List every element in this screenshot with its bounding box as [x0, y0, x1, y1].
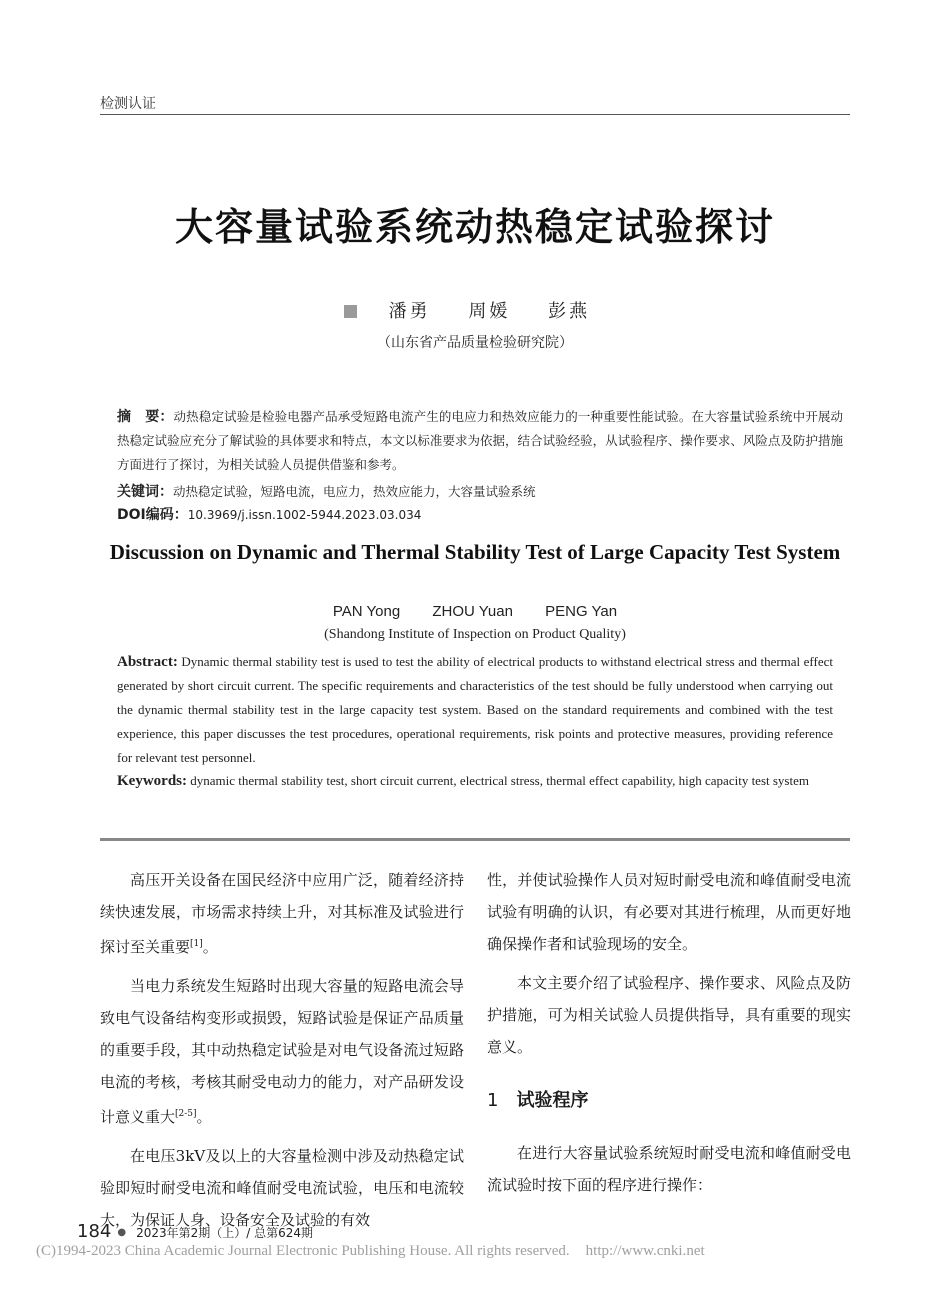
abstract-en-label: Abstract: [117, 654, 178, 670]
abstract-cn-label: 摘 要： [117, 409, 174, 425]
author-en-1: PAN Yong [332, 603, 401, 620]
affiliation-en: (Shandong Institute of Inspection on Product Quality) [324, 627, 626, 642]
issue-info: 2023年第2期（上）/ 总第624期 [136, 1226, 314, 1240]
authors-en [0, 603, 950, 620]
section-number: 1 [487, 1090, 499, 1111]
bullet-icon: ● [117, 1227, 127, 1238]
author-en-3: PENG Yan [545, 603, 618, 620]
doi-label: DOI编码： [117, 507, 188, 523]
author-cn-1: 潘勇 [388, 301, 431, 322]
author-marker-icon [344, 305, 357, 318]
abstract-cn [117, 405, 843, 477]
body-paragraph-3: 在电压3kV及以上的大容量检测中涉及动热稳定试验即短时耐受电流和峰值耐受电流试验，电压和电流较大，为保证人身、设备安全及试验的有效 [100, 1147, 464, 1229]
body-paragraph-3-continued: 性，并使试验操作人员对短时耐受电流和峰值耐受电流试验有明确的认识，有必要对其进行梳理，从而更好地确保操作者和试验现场的安全。 [487, 871, 851, 953]
body-paragraph-2-end: 。 [196, 1108, 212, 1126]
doi [117, 504, 421, 524]
keywords-en-text: dynamic thermal stability test, short circuit current, electrical stress, thermal effect capability, high capacity test system [190, 773, 809, 788]
abstract-en-text: Dynamic thermal stability test is used to test the ability of electrical products to withstand electrical stress and thermal effect generated by short circuit current. The specific requirements and characteristics of the test should be fully understood when carrying out the dynamic thermal stability test in the large capacity test system. Based on the standard requirements and combined with the test experience, this paper discusses the test procedures, operational requirements, risk points and protective measures, providing reference for relevant test personnel. [117, 654, 833, 765]
abstract-cn-text: 动热稳定试验是检验电器产品承受短路电流产生的电应力和热效应能力的一种重要性能试验。在大容量试验系统中开展动热稳定试验应充分了解试验的具体要求和特点，本文以标准要求为依据，结合试验经验，从试验程序、操作要求、风险点及防护措施方面进行了探讨，为相关试验人员提供借鉴和参考。 [117, 409, 843, 472]
cnki-link[interactable]: http://www.cnki.net [585, 1243, 705, 1259]
author-en-2: ZHOU Yuan [432, 603, 513, 620]
body-paragraph-1 [100, 864, 464, 963]
body-paragraph-2 [100, 970, 464, 1133]
header-rule [100, 114, 850, 115]
body-paragraph-4: 本文主要介绍了试验程序、操作要求、风险点及防护措施，可为相关试验人员提供指导，具有重要的现实意义。 [487, 974, 851, 1056]
page-title-en: Discussion on Dynamic and Thermal Stability Test of Large Capacity Test System [109, 540, 841, 564]
keywords-cn [117, 481, 536, 501]
copyright-text: (C)1994-2023 China Academic Journal Electronic Publishing House. All rights reserved. [36, 1243, 570, 1259]
body-paragraph-1-text: 高压开关设备在国民经济中应用广泛，随着经济持续快速发展，市场需求持续上升，对其标准及试验进行探讨至关重要 [100, 871, 464, 956]
section-label: 检测认证 [100, 96, 156, 112]
body-paragraph-5: 在进行大容量试验系统短时耐受电流和峰值耐受电流试验时按下面的程序进行操作： [487, 1144, 851, 1194]
body-paragraph-1-end: 。 [202, 938, 218, 956]
keywords-cn-label: 关键词： [117, 484, 173, 500]
keywords-en [117, 769, 833, 793]
abstract-divider [100, 838, 850, 841]
body-column-left [100, 864, 464, 1243]
authors-cn [0, 297, 950, 323]
author-cn-3: 彭燕 [548, 301, 591, 322]
body-column-right [487, 864, 851, 1208]
citation-1[interactable]: [1] [190, 939, 203, 949]
affiliation-cn: （山东省产品质量检验研究院） [377, 335, 573, 351]
page-footer [77, 1221, 313, 1242]
abstract-en [117, 650, 833, 770]
doi-value[interactable]: 10.3969/j.issn.1002-5944.2023.03.034 [187, 508, 422, 522]
page-title-cn: 大容量试验系统动热稳定试验探讨 [174, 205, 775, 249]
page-number: 184 [77, 1221, 112, 1242]
copyright-notice [36, 1243, 705, 1260]
citation-2[interactable]: [2-5] [175, 1109, 197, 1119]
section-heading-1 [487, 1085, 851, 1117]
author-cn-2: 周媛 [468, 301, 511, 322]
keywords-en-label: Keywords: [117, 773, 187, 789]
section-title: 试验程序 [516, 1090, 589, 1111]
keywords-cn-text: 动热稳定试验，短路电流，电应力，热效应能力，大容量试验系统 [173, 484, 536, 499]
body-paragraph-2-text: 当电力系统发生短路时出现大容量的短路电流会导致电气设备结构变形或损毁，短路试验是保证产品质量的重要手段，其中动热稳定试验是对电气设备流过短路电流的考核，考核其耐受电动力的能力，对产品研发设计意义重大 [100, 977, 464, 1126]
